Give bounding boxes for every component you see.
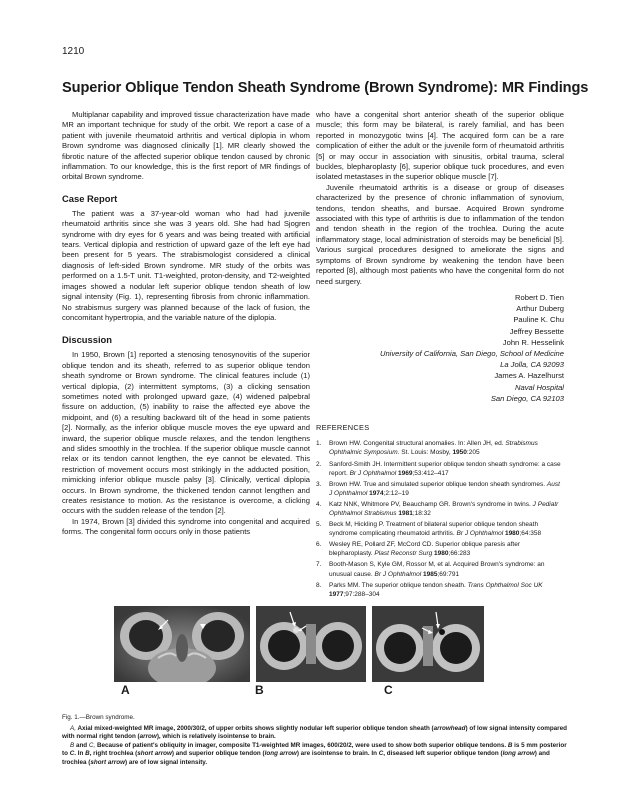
caption-label: B [70,741,75,749]
reference-item: 7. Booth-Mason S, Kyle GM, Rossor M, et al. Acquired Brown's syndrome: an unusual cause. Br J Ophthalmol 1985;69:791 [316,561,545,578]
article-title: Superior Oblique Tendon Sheath Syndrome (Brown Syndrome): MR Findings [62,80,589,96]
author-name: Pauline K. Chu [513,315,564,325]
page-number: 1210 [62,46,85,57]
reference-item: 6. Wesley RE, Pollard ZF, McCord CD. Superior oblique paresis after blepharoplasty. Plast Reconstr Surg 1980;66:283 [316,541,520,558]
continued-paragraph: who have a congenital short anterior sheath of the superior oblique muscle; this form may be bilateral, is rarely familial, and has been reported in monozygotic twins [4]. The acquired form can be a rare complication of either the adult or the juvenile form of rheumatoid arthritis [5] or may occur in association with sinusitis, orbital trauma, scleral buckles, blepharoplasty [6], superior oblique tuck procedures, and even isolated metastases in the superior oblique muscle [7]. [316,110,564,182]
caption-part-a: A, Axial mixed-weighted MR image, 2000/30/2, of upper orbits shows slightly nodular left superior oblique tendon sheath (arrowhead) of low signal intensity compared with normal right tendon (arrow), which is relatively isointense to brain. [62,724,567,741]
reference-item: 4. Katz NNK, Whitmore PV, Beauchamp GR. Brown's syndrome in twins. J Pediatr Ophthalmol Strabismus 1981;18:32 [316,500,559,517]
discussion-heading: Discussion [62,334,113,346]
author-name: Jeffrey Bessette [509,326,564,336]
author-name: James A. Hazelhurst [494,371,564,381]
discussion-paragraph-2: In 1974, Brown [3] divided this syndrome into congenital and acquired forms. The congenital form occurs only in those patients [62,516,310,537]
author-signature [316,292,564,404]
figure-label-c: C [384,683,393,697]
figure-caption [62,714,574,768]
reference-item: 5. Beck M, Hickling P. Treatment of bilateral superior oblique tendon sheath syndrome complicating rheumatoid arthritis. Br J Ophthalmol 1980;64:358 [316,521,542,538]
caption-title: Fig. 1.—Brown syndrome. [62,714,135,721]
reference-item: 3. Brown HW. True and simulated superior oblique tendon sheath syndromes. Aust J Ophthalmol 1974;2:12–19 [316,480,560,497]
reference-item: 1. Brown HW. Congenital structural anomalies. In: Allen JH, ed. Strabismus Ophthalmic Symposium. St. Louis: Mosby, 1950:205 [316,440,538,457]
left-column [62,110,310,538]
intro-paragraph: Multiplanar capability and improved tissue characterization have made MR an important technique for study of the orbit. We report a case of a patient with juvenile rheumatoid arthritis and vertical diplopia in whom Brown syndrome was diagnosed clinically [1]. MR clearly showed the fibrotic nature of the affected superior oblique tendon caused by chronic inflammation. To our knowledge, this is the first report of MR findings of orbital Brown syndrome. [62,110,310,182]
caption-label: C, [88,741,96,749]
mr-image-c [372,606,484,682]
figure-label-b: B [255,683,264,697]
references-heading: REFERENCES [316,422,370,432]
affiliation-line: University of California, San Diego, School of Medicine [379,348,564,358]
author-name: Arthur Duberg [516,304,564,314]
author-name: Robert D. Tien [515,292,564,302]
mr-image-b [256,606,366,682]
author-name: John R. Hesselink [502,337,564,347]
figure-label-a: A [121,683,130,697]
affiliation-line: La Jolla, CA 92093 [500,360,564,370]
mr-image-a [114,606,250,682]
caption-label: A, [70,724,76,732]
case-report-heading: Case Report [62,192,118,204]
reference-item: 8. Parks MM. The superior oblique tendon sheath. Trans Ophthalmol Soc UK 1977;97:288–304 [316,581,543,598]
discussion-paragraph-1: In 1950, Brown [1] reported a stenosing tenosynovitis of the superior oblique tendon and its sheath, referred to as superior oblique tendon sheath syndrome or Brown syndrome. The clinical features include (1) vertical diplopia, (2) intermittent symptoms, (3) a clicking sensation sometimes noted with prolonged upward gaze, (4) widened palpebral fissure on adduction, (5) inability to raise the affected eye above the midpoint, and (6) a resulting backward tilt of the head in some patients [2]. Normally, as the inferior oblique muscle moves the eye upward and inward, the superior oblique muscle relaxes, and the tendon lengthens and slides smoothly in the trochlea. If the superior oblique muscle cannot relax or its tendon cannot lengthen, the eye cannot be elevated. This restriction of movement occurs most strikingly in the adducted position, mimicking inferior oblique muscle palsy [3]. Clinically, vertical diplopia occurs. In Brown syndrome, the thickened tendon cannot lengthen and creates resistance to motion. As the resistance is overcome, a clicking occurs with the sudden release of the tendon [2]. [62,350,310,516]
arthritis-paragraph: Juvenile rheumatoid arthritis is a disease or group of diseases characterized by the presence of chronic inflammation of synovium, tendons, tendon sheaths, and bursae. Acquired Brown syndrome associated with this type of arthritis is due to inflammation of the tendon and tendon sheath in the region of the trochlea. During the acute inflammatory stage, local administration of steroids may be beneficial [5]. Various surgical procedures designed to ameliorate the signs and symptoms of Brown syndrome by weakening the tendon have been reported [8], although most patients who have the congenital form do not need surgery. [316,182,564,286]
affiliation-line: Naval Hospital [515,382,564,392]
caption-part-bc: B and C, Because of patient's obliquity in imager, composite T1-weighted MR images, 600/20/2, were used to show both superior oblique tendons. B is 5 mm posterior to C. In B, right trochlea (short arrow) and superior oblique tendon (long arrow) are isointense to brain. In C, diseased left superior oblique tendon (long arrow) and trochlea (short arrow) are of low signal intensity. [62,741,567,766]
affiliation-line: San Diego, CA 92103 [490,393,564,403]
reference-item: 2. Sanford-Smith JH. Intermittent superior oblique tendon sheath syndrome: a case report. Br J Ophthalmol 1969;53:412–417 [316,460,561,477]
right-column [316,110,564,601]
case-report-paragraph: The patient was a 37-year-old woman who had had juvenile rheumatoid arthritis since she was 3 years old. She had had Sjogren syndrome with dry eyes for 6 years and was being treated with artificial tears. Vertical diplopia and restriction of upward gaze of the left eye had been present for 5 years. The strabismologist considered a clinical diagnosis of left-sided Brown syndrome. MR study of the orbits was performed on a 1.5-T unit. T1-weighted, proton-density, and T2-weighted images showed a nodular left superior oblique tendon sheath of low signal intensity (Fig. 1), representing fibrosis from chronic inflammation. No strabismus surgery was planned because of the lack of fusion, the concomitant hypertropia, and the variable nature of the diplopia. [62,208,310,322]
references-list [316,439,564,599]
